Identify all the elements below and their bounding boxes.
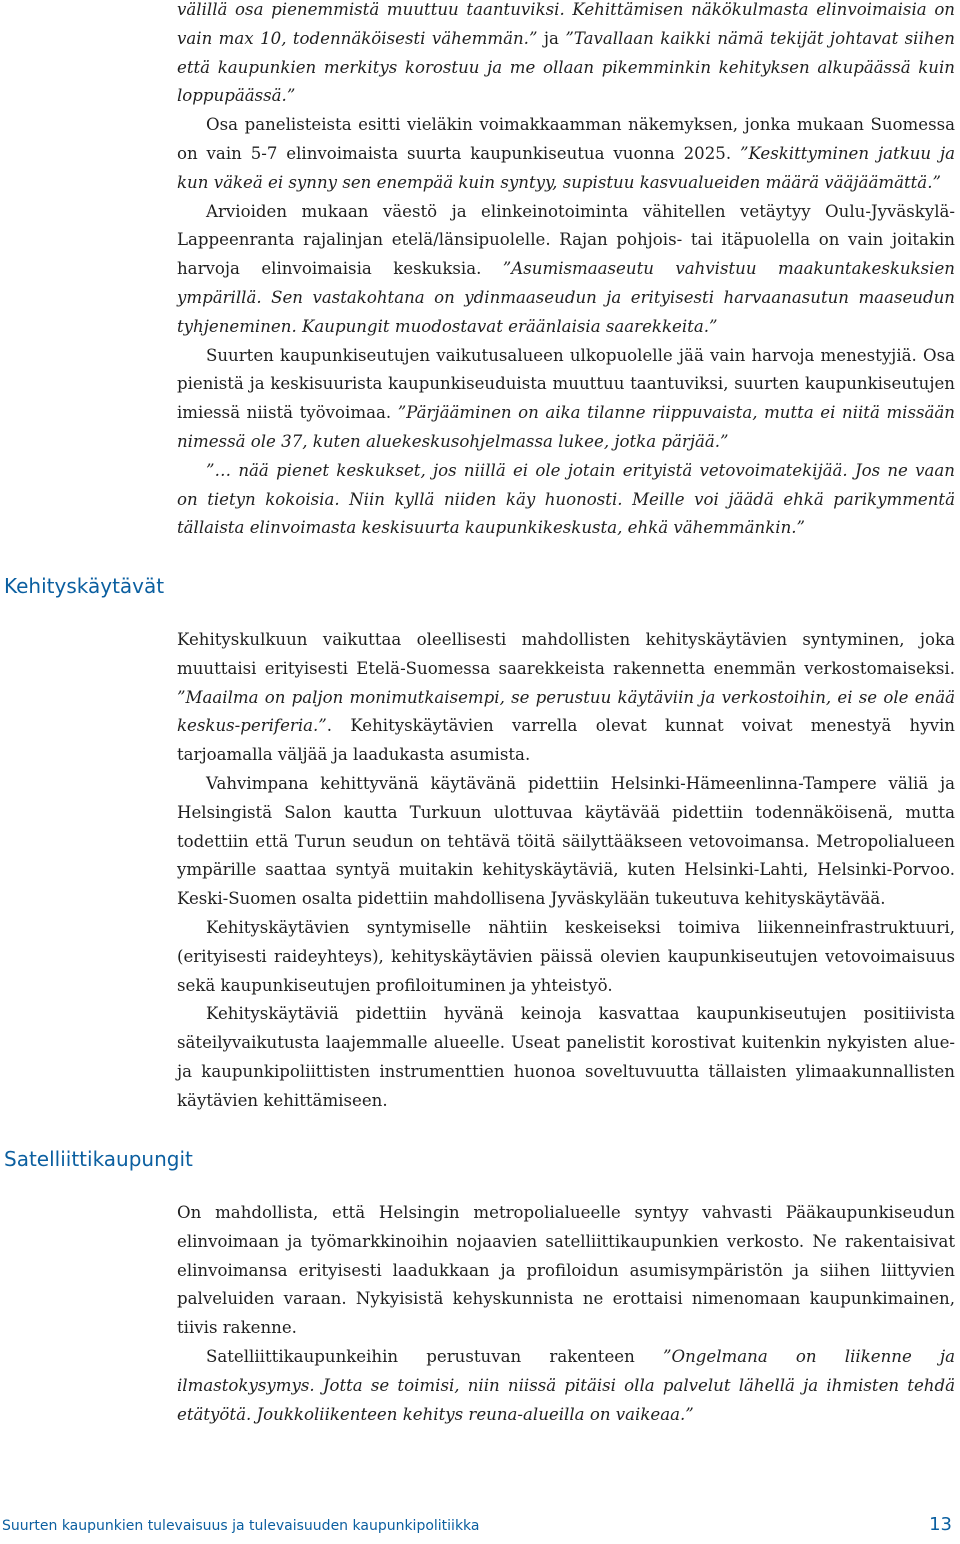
quote-text: ”Ongelmana on liikenne ja ilmastokysymys. Jotta se toimisi, niin niissä pitäisi olla palvelut lähellä ja ihmisten tehdä etätyötä. Joukkoliikenteen kehitys reuna-alueilla on vaikeaa.”: [177, 1346, 956, 1424]
body-text: Kehityskäytävien syntymiselle nähtiin keskeiseksi toimiva liikenneinfrastruktuuri, (erityisesti raideyhteys), kehityskäytävien päissä olevien kaupunkiseutujen vetovoimaisuus sekä kaupunkiseutujen profiloituminen ja yhteistyö.: [177, 917, 955, 995]
quote-text: ”… nää pienet keskukset, jos niillä ei ole jotain erityistä vetovoimatekijää. Jos ne vaan on tietyn kokoisia. Niin kyllä niiden käy huonosti. Meille voi jäädä ehkä parikymmentä tällaista elinvoimasta keskisuurta kaupunkikeskusta, ehkä vähemmänkin.”: [177, 460, 955, 538]
section-kehityskaytavat: [177, 626, 955, 1116]
footer-publication-title: Suurten kaupunkien tulevaisuus ja tulevaisuuden kaupunkipolitiikka: [2, 1518, 480, 1534]
paragraph: [177, 1000, 955, 1115]
paragraph: [177, 914, 955, 1000]
section-satelliittikaupungit: [177, 1199, 955, 1429]
paragraph: [177, 342, 955, 457]
section-heading-kehityskaytavat: Kehityskäytävät: [4, 574, 165, 598]
quote-text: ”Keskittyminen jatkuu ja kun väkeä ei synny sen enempää kuin syntyy, supistuu kasvualueiden määrä vääjäämättä.”: [177, 143, 955, 192]
body-text: Kehityskäytäviä pidettiin hyvänä keinoja kasvattaa kaupunkiseutujen positiivista säteilyvaikutusta laajemmalle alueelle. Useat panelistit korostivat kuitenkin nykyisten alue- ja kaupunkipoliittisten instrumenttien huonoa soveltuvuutta tällaisten ylimaakunnallisten käytävien kehittämiseen.: [177, 1004, 955, 1110]
body-text: . Kehityskäytävien varrella olevat kunnat voivat menestyä hyvin tarjoamalla väljää ja laadukasta asumista.: [177, 716, 955, 765]
body-text: Osa panelisteista esitti vieläkin voimakkaamman näkemyksen, jonka mukaan Suomessa on vain 5-7 elinvoimaista suurta kaupunkiseutua vuonna 2025.: [177, 115, 955, 163]
paragraph: [177, 1199, 955, 1343]
quote-text: ”Asumismaaseutu vahvistuu maakuntakeskuksien ympärillä. Sen vastakohtana on ydinmaaseudun ja erityisesti harvaanasutun maaseudun tyhjeneminen. Kaupungit muodostavat eräänlaisia saarekkeita.”: [177, 259, 955, 336]
body-text: Arvioiden mukaan väestö ja elinkeinotoiminta vähitellen vetäytyy Oulu-Jyväskylä-Lappeenranta rajalinjan etelä/länsipuolelle. Rajan pohjois- tai itäpuolella on vain joitakin harvoja elinvoimaisia keskuksia.: [177, 201, 955, 279]
body-text: Kehityskulkuun vaikuttaa oleellisesti mahdollisten kehityskäytävien syntyminen, joka muuttaisi erityisesti Etelä-Suomessa saarekkeista rakennetta enemmän verkostomaiseksi.: [177, 630, 955, 678]
section-intro-continued: [177, 0, 955, 543]
quote-text: ”Pärjääminen on aika tilanne riippuvaista, mutta ei niitä missään nimessä ole 37, kuten aluekeskusohjelmassa lukee, jotka pärjää.”: [177, 403, 955, 451]
body-text: On mahdollista, että Helsingin metropolialueelle syntyy vahvasti Pääkaupunkiseudun elinvoimaan ja työmarkkinoihin nojaavien satelliittikaupunkien verkosto. Ne rakentaisivat elinvoimansa erityisesti laadukkaan ja profiloidun asumisympäristön ja siihen liittyvien palveluiden varaan. Nykyisistä kehyskunnista ne erottaisi nimenomaan kaupunkimainen, tiivis rakenne.: [177, 1203, 955, 1338]
paragraph: [177, 1343, 955, 1429]
body-text: ja: [537, 28, 566, 48]
quote-text: välillä osa pienemmistä muuttuu taantuviksi. Kehittämisen näkökulmasta elinvoimaisia on vain max 10, todennäköisesti vähemmän.”: [177, 0, 955, 48]
quote-text: ”Maailma on paljon monimutkaisempi, se perustuu käytäviin ja verkostoihin, ei se ole enää keskus-periferia.”: [177, 687, 955, 736]
section-heading-satelliittikaupungit: Satelliittikaupungit: [4, 1147, 193, 1171]
paragraph: [177, 626, 955, 770]
body-text: Suurten kaupunkiseutujen vaikutusalueen ulkopuolelle jää vain harvoja menestyjiä. Osa pienistä ja keskisuurista kaupunkiseuduista muuttuu taantuviksi, suurten kaupunkiseutujen imiessä niistä työvoimaa.: [177, 345, 955, 423]
quote-text: ”Tavallaan kaikki nämä tekijät johtavat siihen että kaupunkien merkitys korostuu ja me ollaan pikemminkin kehityksen alkupäässä kuin loppupäässä.”: [177, 28, 955, 106]
paragraph: [177, 457, 955, 543]
footer-page-number: 13: [929, 1514, 952, 1535]
paragraph: [177, 111, 955, 197]
body-text: Satelliittikaupunkeihin perustuvan rakenteen: [206, 1346, 663, 1366]
paragraph: [177, 198, 955, 342]
paragraph: [177, 0, 955, 111]
body-text: Vahvimpana kehittyvänä käytävänä pidettiin Helsinki-Hämeenlinna-Tampere väliä ja Helsingistä Salon kautta Turkuun ulottuvaa käytävää pidettiin todennäköisenä, mutta todettiin että Turun seudun on tehtävä töitä säilyttääkseen vetovoimansa. Metropolialueen ympärille saattaa syntyä muitakin kehityskäytäviä, kuten Helsinki-Lahti, Helsinki-Porvoo. Keski-Suomen osalta pidettiin mahdollisena Jyväskylään tukeutuva kehityskäytävää.: [177, 773, 955, 909]
paragraph: [177, 770, 955, 914]
